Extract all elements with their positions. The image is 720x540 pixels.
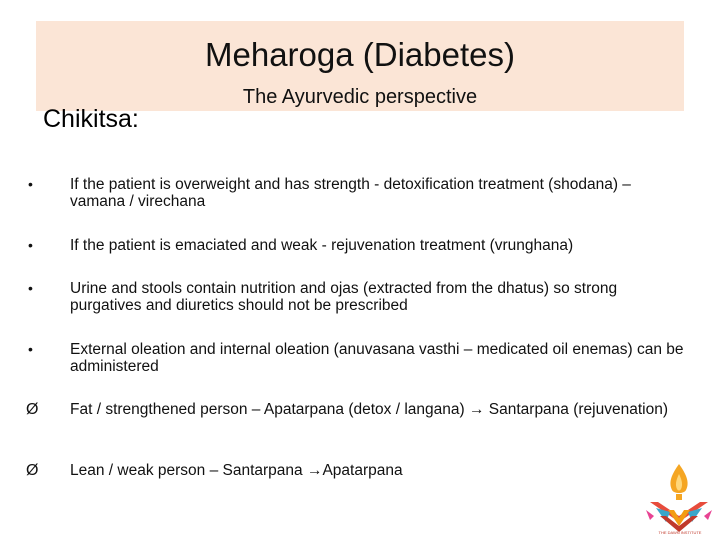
bullet-marker: • <box>28 237 33 253</box>
bullet-marker: • <box>28 341 33 357</box>
bullet-text: If the patient is overweight and has strength - detoxification treatment (shodana) – vamana / virechana <box>70 176 631 210</box>
diya-lamp-icon <box>640 460 718 540</box>
bullet-text: Urine and stools contain nutrition and ojas (extracted from the dhatus) so strong purgatives and diuretics should not be prescribed <box>70 280 618 314</box>
arrow-bullet-icon: Ø <box>26 462 39 479</box>
bullet-item <box>28 237 685 254</box>
arrow-item <box>26 462 685 479</box>
bullet-text: External oleation and internal oleation (anuvasana vasthi – medicated oil enemas) can be administered <box>70 341 684 375</box>
section-heading: Chikitsa: <box>43 105 139 133</box>
bullet-item <box>28 341 685 375</box>
bullet-item <box>28 280 685 314</box>
arrow-item <box>26 401 685 418</box>
logo-caption: THE DAWN INSTITUTE <box>658 530 702 535</box>
page-title: Meharoga (Diabetes) <box>205 36 515 73</box>
bullet-marker: • <box>28 176 33 192</box>
bullet-marker: • <box>28 280 33 296</box>
arrow-bullet-icon: Ø <box>26 401 39 418</box>
bullet-item <box>28 176 685 210</box>
bullet-text: If the patient is emaciated and weak - rejuvenation treatment (vrunghana) <box>70 237 574 254</box>
arrow-item-text: Lean / weak person – Santarpana →Apatarpana <box>70 462 403 479</box>
title-banner <box>36 21 684 111</box>
page-subtitle: The Ayurvedic perspective <box>242 86 478 108</box>
arrow-item-text: Fat / strengthened person – Apatarpana (detox / langana) → Santarpana (rejuvenation) <box>70 401 668 418</box>
